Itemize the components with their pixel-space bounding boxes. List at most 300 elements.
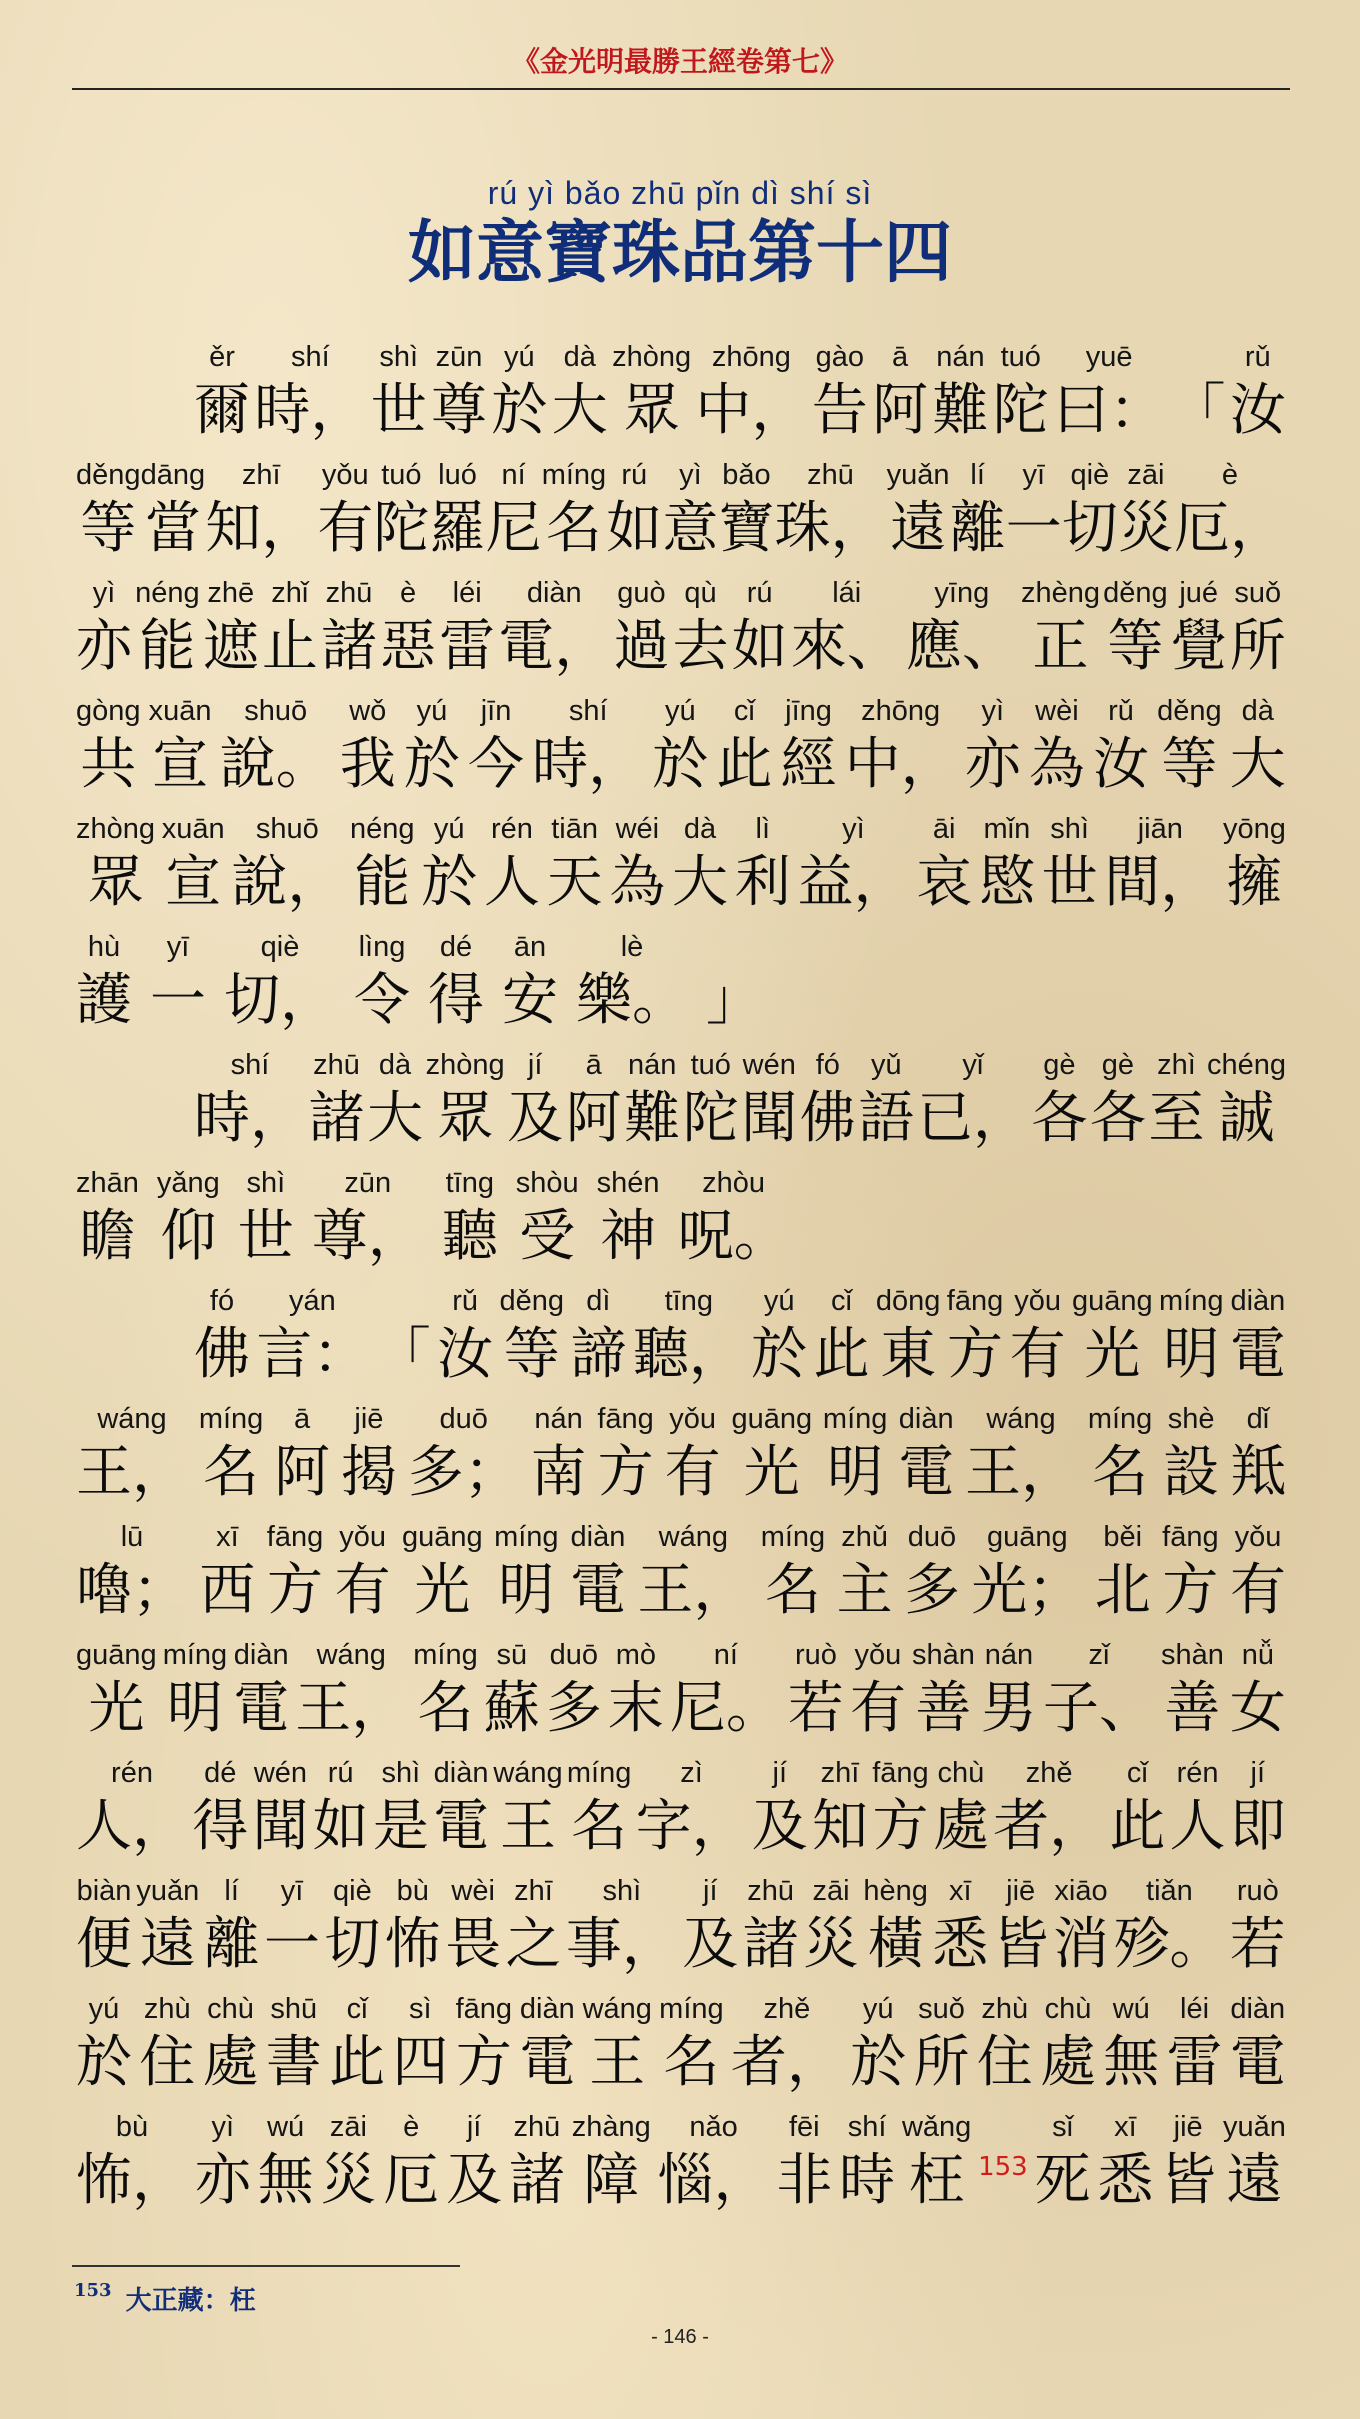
pinyin: chéng [1206, 1049, 1286, 1081]
hanzi: 名 [545, 496, 602, 561]
hanzi: 言： [256, 1322, 369, 1387]
pinyin: guāng [76, 1639, 157, 1671]
hanzi: 障 [583, 2148, 640, 2213]
pinyin: lái [832, 577, 862, 609]
pinyin: dāng [140, 459, 206, 491]
hanzi: 王， [637, 1558, 750, 1623]
ruby-unit [1118, 458, 1174, 566]
ruby-unit [872, 340, 928, 448]
pinyin: ruò [1236, 1875, 1279, 1907]
pinyin: míng [162, 1639, 228, 1671]
pinyin: zhū [325, 577, 373, 609]
ruby-unit [484, 1638, 540, 1746]
pinyin: zāi [812, 1875, 850, 1907]
ruby-unit [637, 1520, 749, 1628]
hanzi: 說， [231, 850, 344, 915]
ruby-unit [1169, 340, 1225, 448]
pinyin: děng [1157, 695, 1222, 727]
pinyin: wèi [1035, 695, 1079, 727]
ruby-unit [803, 1874, 859, 1982]
hanzi: 有 [849, 1676, 906, 1741]
text-line [76, 330, 1286, 448]
hanzi: 聞 [741, 1086, 798, 1151]
hanzi: 珠， [774, 496, 887, 561]
ruby-unit [613, 576, 669, 684]
hanzi: 處 [932, 1794, 989, 1859]
hanzi: 於 [403, 732, 460, 797]
ruby-unit [1021, 576, 1100, 684]
hanzi: 大 [367, 1086, 424, 1151]
pinyin: guāng [402, 1521, 483, 1553]
ruby-unit [1230, 1756, 1286, 1864]
pinyin: rǔ [1108, 695, 1134, 727]
ruby-unit [917, 1048, 1029, 1156]
ruby-unit [256, 1284, 368, 1392]
hanzi: 正 [1032, 614, 1089, 679]
pinyin: zhàng [571, 2111, 651, 2143]
pinyin: yǐ [962, 1049, 984, 1081]
pinyin: děng [499, 1285, 565, 1317]
footnote [74, 2280, 256, 2317]
text-line [76, 684, 1286, 802]
ruby-unit [1170, 1756, 1226, 1864]
ruby-unit [1113, 1874, 1225, 1982]
pinyin: jí [1250, 1757, 1266, 1789]
ruby-unit [731, 1402, 812, 1510]
ruby-unit [916, 812, 972, 920]
pinyin: gòng [76, 695, 141, 727]
hanzi: 汝 [437, 1322, 494, 1387]
ruby-unit [484, 812, 540, 920]
pinyin: zāi [329, 2111, 367, 2143]
pinyin: xuān [161, 813, 225, 845]
pinyin: yì [92, 577, 116, 609]
ruby-unit [519, 1992, 575, 2100]
hanzi: 各 [1089, 1086, 1146, 1151]
hanzi: 明 [1163, 1322, 1220, 1387]
pinyin: zhǔ [841, 1521, 888, 1553]
pinyin: mò [615, 1639, 656, 1671]
text-line [76, 802, 1286, 920]
ruby-unit [340, 694, 396, 802]
pinyin: xī [1114, 2111, 1137, 2143]
ruby-unit [662, 458, 718, 566]
pinyin: tuó [381, 459, 422, 491]
ruby-unit [312, 1166, 424, 1274]
ruby-unit [431, 340, 487, 448]
ruby-unit [845, 694, 957, 802]
hanzi: 災 [803, 1912, 860, 1977]
hanzi: 災 [320, 2148, 377, 2213]
ruby-unit [597, 1166, 660, 1274]
ruby-unit [506, 1874, 562, 1982]
hanzi: 安 [502, 968, 558, 1033]
hanzi: 知 [812, 1794, 868, 1859]
pinyin: zǐ [1088, 1639, 1110, 1671]
hanzi: 當 [144, 496, 201, 561]
ruby-unit [1230, 1992, 1286, 2100]
hanzi: 畏 [445, 1912, 502, 1977]
pinyin: dōng [875, 1285, 941, 1317]
pinyin: yǒu [1014, 1285, 1061, 1317]
pinyin: yī [166, 931, 190, 963]
pinyin: jiān [1137, 813, 1183, 845]
ruby-unit [1230, 576, 1286, 684]
pinyin: chù [207, 1993, 254, 2025]
hanzi: 瞻 [79, 1204, 136, 1269]
ruby-unit [570, 1284, 626, 1392]
ruby-unit [950, 458, 1006, 566]
hanzi: 切， [224, 968, 336, 1033]
pinyin: tiǎn [1146, 1875, 1193, 1907]
hanzi: 非 [776, 2148, 833, 2213]
hanzi: 西 [199, 1558, 256, 1623]
ruby-unit [199, 1402, 263, 1510]
pinyin: zhù [981, 1993, 1029, 2025]
hanzi: 意 [662, 496, 719, 561]
hanzi: 女 [1229, 1676, 1286, 1741]
ruby-unit [993, 1756, 1105, 1864]
pinyin: lí [970, 459, 985, 491]
pinyin: diàn [519, 1993, 575, 2025]
pinyin: jí [527, 1049, 543, 1081]
hanzi: 皆 [1160, 2148, 1217, 2213]
ruby-unit [203, 1992, 259, 2100]
pinyin: jí [466, 2111, 482, 2143]
hanzi: 有 [1230, 1558, 1286, 1623]
hanzi: 於 [652, 732, 709, 797]
pinyin: zāi [1127, 459, 1165, 491]
pinyin: fāng [597, 1403, 654, 1435]
hanzi: 嚕； [76, 1558, 188, 1623]
hanzi: 告 [811, 378, 868, 443]
ruby-unit [1167, 1992, 1223, 2100]
hanzi: 於 [751, 1322, 808, 1387]
ruby-unit [993, 1874, 1049, 1982]
pinyin: lìng [358, 931, 406, 963]
pinyin: rú [327, 1757, 354, 1789]
text-line [76, 1628, 1286, 1746]
pinyin: zhèng [1020, 577, 1100, 609]
pinyin: è [1221, 459, 1239, 491]
pinyin: zhǐ [271, 577, 309, 609]
hanzi: 人 [1169, 1794, 1226, 1859]
ruby-unit [428, 930, 484, 1038]
pinyin: wú [1112, 1993, 1150, 2025]
pinyin: rén [1176, 1757, 1219, 1789]
hanzi: 此 [329, 2030, 386, 2095]
hanzi: 字， [635, 1794, 748, 1859]
pinyin: zhān [76, 1167, 139, 1199]
ruby-unit [494, 1520, 558, 1628]
ruby-unit [220, 694, 332, 802]
hanzi: 各 [1031, 1086, 1088, 1151]
hanzi: 電 [233, 1676, 290, 1741]
ruby-unit [1230, 1284, 1286, 1392]
ruby-unit [203, 576, 259, 684]
hanzi: 末 [607, 1676, 664, 1741]
ruby-unit [233, 1638, 289, 1746]
hanzi: 來、 [790, 614, 903, 679]
ruby-unit [136, 1874, 199, 1982]
hanzi: 南 [530, 1440, 587, 1505]
hanzi: 得 [428, 968, 484, 1033]
hanzi: 諦 [570, 1322, 627, 1387]
pinyin: chù [937, 1757, 985, 1789]
pinyin: wáng [316, 1639, 386, 1671]
hanzi: 善 [1164, 1676, 1221, 1741]
footnote-number: 153 [74, 2280, 112, 2301]
pinyin: yì [981, 695, 1005, 727]
pinyin: dà [683, 813, 717, 845]
pinyin: zhū [807, 459, 854, 491]
ruby-unit [814, 1284, 870, 1392]
pinyin: shuō [244, 695, 308, 727]
pinyin: guāng [731, 1403, 813, 1435]
hanzi: 利 [734, 850, 791, 915]
pinyin: nán [936, 341, 985, 373]
pinyin: wáng [582, 1993, 652, 2025]
ruby-unit [906, 576, 1018, 684]
ruby-unit [981, 1638, 1037, 1746]
ruby-unit [354, 930, 410, 1038]
ruby-unit [76, 1874, 132, 1982]
ruby-unit [718, 458, 774, 566]
ruby-unit [567, 1756, 631, 1864]
ruby-unit [264, 1874, 320, 1982]
pinyin: guò [617, 577, 666, 609]
pinyin: yán [288, 1285, 336, 1317]
hanzi: 寶 [718, 496, 775, 561]
ruby-unit [837, 1520, 893, 1628]
hanzi: 於 [421, 850, 478, 915]
hanzi: 諸 [742, 1912, 799, 1977]
pinyin: è [399, 577, 417, 609]
pinyin: tīng [445, 1167, 494, 1199]
pinyin: yǎng [156, 1167, 220, 1199]
footnote-text: 大正藏：枉 [125, 2286, 256, 2316]
pinyin: qù [684, 577, 717, 609]
ruby-unit [1031, 1048, 1087, 1156]
pinyin: xī [216, 1521, 239, 1553]
hanzi: 經 [780, 732, 837, 797]
hanzi: 災 [1117, 496, 1174, 561]
hanzi: 間， [1104, 850, 1217, 915]
pinyin: diàn [1230, 1993, 1286, 2025]
ruby-unit [224, 930, 336, 1038]
hanzi: 共 [80, 732, 137, 797]
ruby-unit [863, 1874, 928, 1982]
pinyin: zhē [207, 577, 255, 609]
ruby-unit [597, 1402, 653, 1510]
pinyin: míng [1159, 1285, 1224, 1317]
ruby-unit [1148, 1048, 1204, 1156]
ruby-unit [509, 2110, 565, 2218]
pinyin: ní [501, 459, 526, 491]
ruby-unit [1230, 340, 1286, 448]
pinyin: zhī [820, 1757, 860, 1789]
pinyin: zhōng [861, 695, 941, 727]
pinyin: míng [494, 1521, 559, 1553]
ruby-unit [913, 1992, 969, 2100]
hanzi: 方 [872, 1794, 929, 1859]
text-line [76, 1156, 1286, 1274]
hanzi: 者， [993, 1794, 1106, 1859]
pinyin: zhī [514, 1875, 553, 1907]
hanzi: 切 [324, 1912, 381, 1977]
ruby-unit [741, 1048, 797, 1156]
pinyin: léi [1180, 1993, 1210, 2025]
hanzi: 及 [751, 1794, 808, 1859]
ruby-unit [652, 694, 708, 802]
hanzi: 時， [194, 1086, 306, 1151]
pinyin: wén [253, 1757, 308, 1789]
hanzi: 能 [354, 850, 411, 915]
hanzi: 住 [139, 2030, 196, 2095]
pinyin: dà [563, 341, 596, 373]
ruby-unit [502, 930, 558, 1038]
pinyin: zhòu [702, 1167, 765, 1199]
pinyin: lí [224, 1875, 239, 1907]
ruby-unit [670, 1638, 782, 1746]
pinyin: yōng [1222, 813, 1286, 845]
hanzi: 有 [317, 496, 374, 561]
ruby-unit [546, 1638, 602, 1746]
ruby-unit [682, 1874, 738, 1982]
text-line [76, 1982, 1286, 2100]
ruby-unit [1230, 1638, 1286, 1746]
pinyin: yú [862, 1993, 894, 2025]
hanzi: 世 [237, 1204, 294, 1269]
pinyin: yú [504, 341, 535, 373]
pinyin: míng [659, 1993, 724, 2025]
pinyin: xiāo [1054, 1875, 1108, 1907]
hanzi: 「 [1169, 378, 1226, 443]
hanzi: 陀 [373, 496, 430, 561]
hanzi: 及 [507, 1086, 564, 1151]
hanzi: 過 [613, 614, 670, 679]
ruby-unit [751, 1284, 807, 1392]
ruby-unit [1095, 1520, 1151, 1628]
hanzi: 諸 [320, 614, 377, 679]
ruby-unit [373, 458, 429, 566]
pinyin: gè [1043, 1049, 1076, 1081]
hanzi: 諸 [508, 2148, 565, 2213]
header-divider [72, 88, 1290, 90]
ruby-unit [683, 1048, 739, 1156]
scripture-body [76, 330, 1286, 2218]
pinyin: fāng [872, 1757, 929, 1789]
text-line [76, 1274, 1286, 1392]
pinyin: shì [379, 341, 419, 373]
ruby-unit [993, 340, 1049, 448]
ruby-unit [195, 2110, 251, 2218]
pinyin: diàn [1230, 1285, 1286, 1317]
ruby-unit [1006, 458, 1062, 566]
hanzi: 為 [1028, 732, 1085, 797]
ruby-unit [788, 1638, 844, 1746]
footnote-marker: 153 [978, 2152, 1028, 2182]
hanzi: 止 [261, 614, 318, 679]
ruby-unit [1043, 1638, 1155, 1746]
ruby-unit [566, 1874, 678, 1982]
ruby-unit [932, 340, 988, 448]
text-line [76, 920, 1286, 1038]
pinyin: yì [211, 2111, 235, 2143]
ruby-unit [1097, 2110, 1153, 2218]
hanzi: 王 [499, 1794, 556, 1859]
hanzi: 「 [374, 1322, 431, 1387]
hanzi: 如 [312, 1794, 369, 1859]
footnote-reference [978, 2118, 1028, 2218]
hanzi: 呪。 [677, 1204, 790, 1269]
hanzi: 汝 [1229, 378, 1286, 443]
hanzi: 受 [519, 1204, 576, 1269]
pinyin: zūn [344, 1167, 392, 1199]
ruby-unit [163, 1638, 227, 1746]
hanzi: 天 [546, 850, 603, 915]
pinyin: guāng [1071, 1285, 1153, 1317]
hanzi: 此 [1109, 1794, 1166, 1859]
hanzi: 處 [202, 2030, 259, 2095]
pinyin: jí [772, 1757, 788, 1789]
hanzi: 尼。 [669, 1676, 782, 1741]
hanzi: 宣 [165, 850, 222, 915]
pinyin: zhī [241, 459, 281, 491]
ruby-unit [576, 930, 688, 1038]
ruby-unit [194, 1284, 250, 1392]
hanzi: 神 [600, 1204, 657, 1269]
pinyin: yú [664, 695, 696, 727]
pinyin: míng [1087, 1403, 1153, 1435]
ruby-unit [380, 576, 436, 684]
pinyin: qiè [333, 1875, 372, 1907]
hanzi: 汝 [1093, 732, 1150, 797]
footnote-divider [72, 2265, 460, 2267]
pinyin: shí [568, 695, 608, 727]
hanzi: 住 [976, 2030, 1033, 2095]
hanzi: 陀 [992, 378, 1049, 443]
hanzi: 方 [267, 1558, 323, 1623]
pinyin: zhū [313, 1049, 360, 1081]
hanzi: 雷 [439, 614, 496, 679]
hanzi: 人 [483, 850, 540, 915]
hanzi: 大 [1229, 732, 1286, 797]
pinyin: yú [88, 1993, 120, 2025]
hanzi: 今 [468, 732, 525, 797]
ruby-unit [566, 1048, 622, 1156]
ruby-unit [1010, 1284, 1066, 1392]
hanzi: 名 [764, 1558, 821, 1623]
ruby-unit [320, 2110, 376, 2218]
text-line [76, 1510, 1286, 1628]
pinyin: jué [1179, 577, 1219, 609]
pinyin: dà [1241, 695, 1274, 727]
pinyin: fó [815, 1049, 840, 1081]
ruby-unit [371, 340, 427, 448]
pinyin: fāng [1162, 1521, 1219, 1553]
hanzi: 處 [1039, 2030, 1096, 2095]
pinyin: duō [439, 1403, 488, 1435]
hanzi: 多； [407, 1440, 520, 1505]
ruby-unit [904, 1520, 960, 1628]
pinyin: shòu [515, 1167, 579, 1199]
pinyin: jīng [785, 695, 832, 727]
ruby-unit [493, 1756, 562, 1864]
ruby-unit [887, 458, 950, 566]
pinyin: dì [586, 1285, 611, 1317]
pinyin: míng [760, 1521, 826, 1553]
